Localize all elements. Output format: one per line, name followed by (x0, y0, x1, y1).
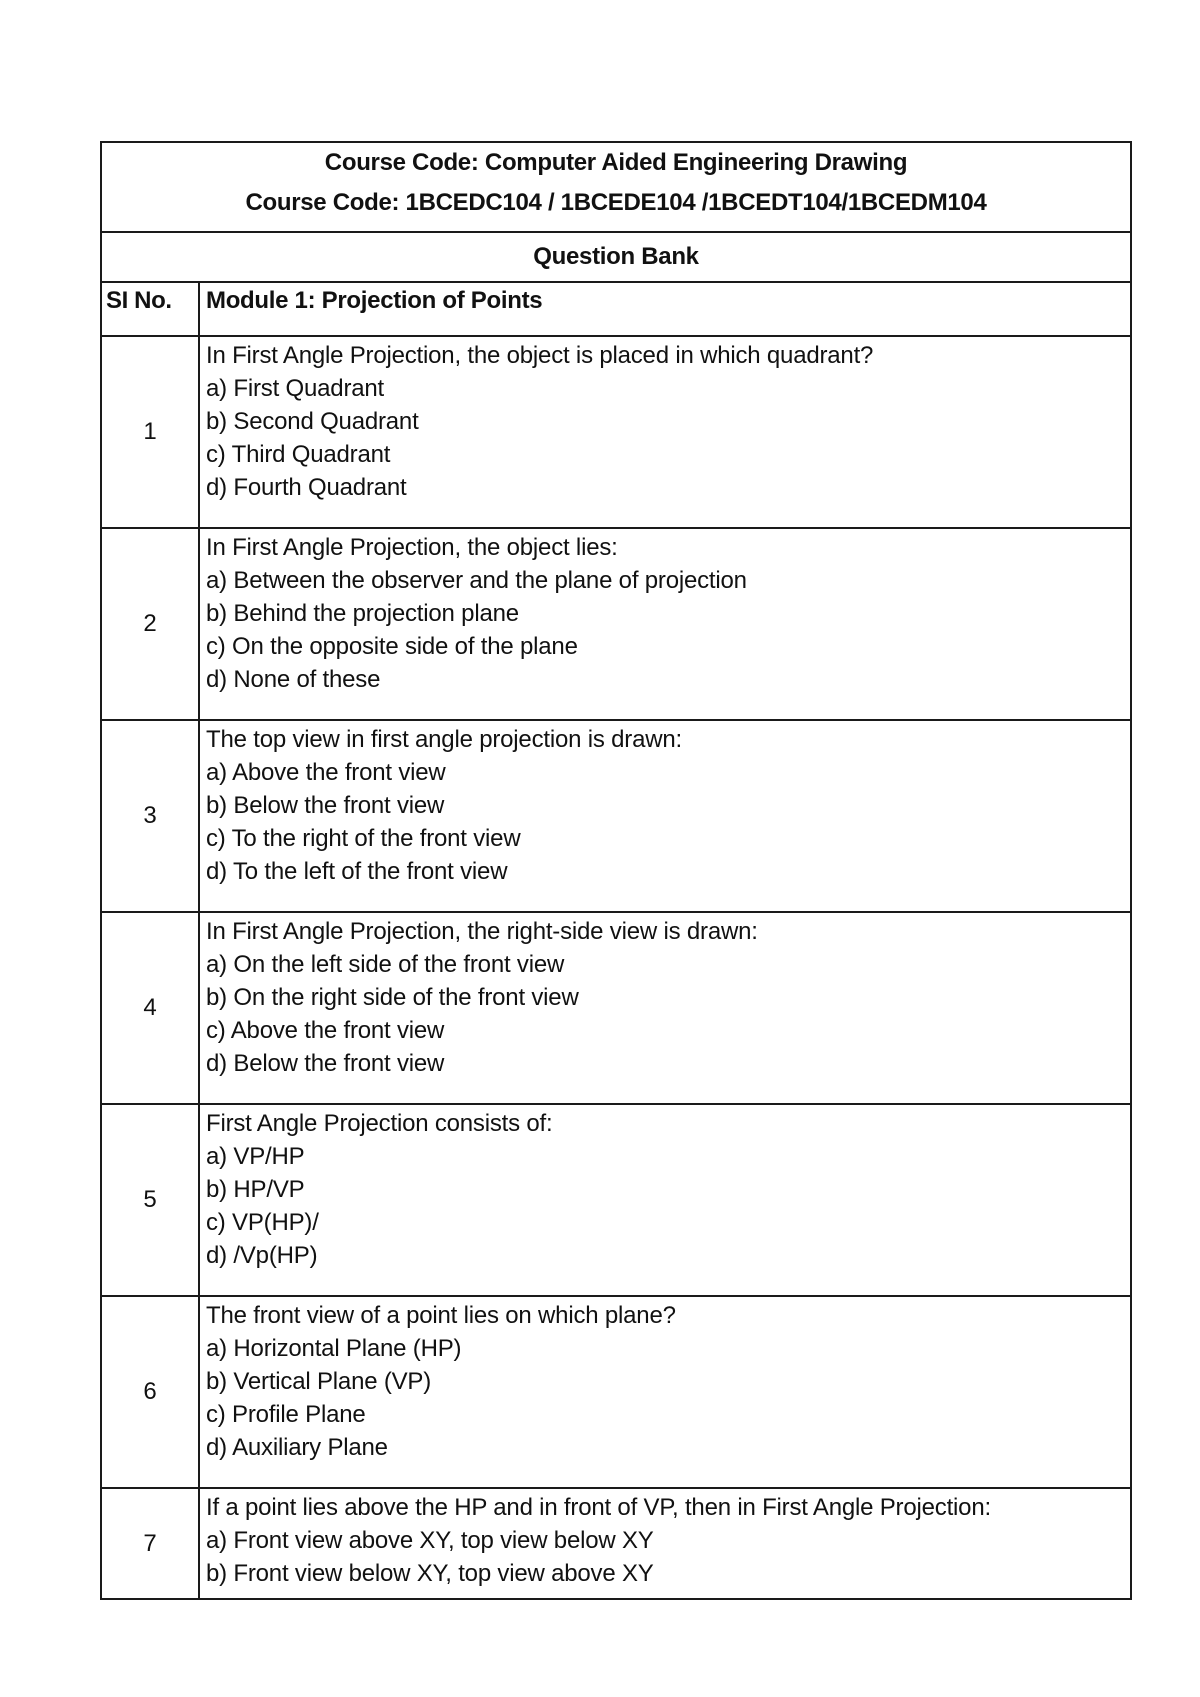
option-a: a) Above the front view (206, 759, 446, 786)
question-text: In First Angle Projection, the object is placed in which quadrant? (206, 342, 874, 369)
question-number: 5 (101, 1104, 199, 1296)
option-c: c) VP(HP)/ (206, 1209, 319, 1236)
course-header-row (101, 142, 1131, 232)
option-c: c) To the right of the front view (206, 825, 521, 852)
question-row-2 (101, 528, 1131, 720)
option-d: d) Below the front view (206, 1050, 445, 1077)
question-body (199, 336, 1131, 528)
question-text: The front view of a point lies on which plane? (206, 1302, 676, 1329)
question-row-4 (101, 912, 1131, 1104)
question-text: In First Angle Projection, the object lies: (206, 534, 618, 561)
question-text: If a point lies above the HP and in front of VP, then in First Angle Projection: (206, 1494, 991, 1521)
question-row-3 (101, 720, 1131, 912)
option-d: d) /Vp(HP) (206, 1242, 318, 1269)
option-a: a) Front view above XY, top view below XY (206, 1527, 654, 1554)
bank-title-row (101, 232, 1131, 282)
question-row-5 (101, 1104, 1131, 1296)
option-c: c) On the opposite side of the plane (206, 633, 578, 660)
sl-no-header: SI No. (101, 282, 199, 336)
option-c: c) Above the front view (206, 1017, 445, 1044)
question-body (199, 1296, 1131, 1488)
question-row-7 (101, 1488, 1131, 1599)
option-a: a) Between the observer and the plane of projection (206, 567, 747, 594)
question-row-6 (101, 1296, 1131, 1488)
option-b: b) On the right side of the front view (206, 984, 579, 1011)
option-a: a) First Quadrant (206, 375, 384, 402)
option-d: d) Fourth Quadrant (206, 474, 407, 501)
option-b: b) HP/VP (206, 1176, 305, 1203)
question-number: 3 (101, 720, 199, 912)
option-d: d) To the left of the front view (206, 858, 508, 885)
question-body (199, 720, 1131, 912)
course-title: Course Code: Computer Aided Engineering Drawing (324, 149, 908, 176)
question-body (199, 528, 1131, 720)
course-codes: Course Code: 1BCEDC104 / 1BCEDE104 /1BCEDT104/1BCEDM104 (245, 189, 987, 216)
question-number: 7 (101, 1488, 199, 1599)
question-number: 2 (101, 528, 199, 720)
bank-title: Question Bank (101, 232, 1131, 282)
option-b: b) Front view below XY, top view above XY (206, 1560, 654, 1587)
option-c: c) Third Quadrant (206, 441, 391, 468)
option-d: d) None of these (206, 666, 381, 693)
option-d: d) Auxiliary Plane (206, 1434, 388, 1461)
module-header-row (101, 282, 1131, 336)
question-text: First Angle Projection consists of: (206, 1110, 553, 1137)
question-body (199, 912, 1131, 1104)
question-row-1 (101, 336, 1131, 528)
question-text: The top view in first angle projection is drawn: (206, 726, 682, 753)
question-text: In First Angle Projection, the right-side view is drawn: (206, 918, 758, 945)
option-a: a) On the left side of the front view (206, 951, 565, 978)
option-b: b) Below the front view (206, 792, 445, 819)
question-number: 4 (101, 912, 199, 1104)
question-number: 6 (101, 1296, 199, 1488)
option-c: c) Profile Plane (206, 1401, 366, 1428)
question-number: 1 (101, 336, 199, 528)
course-header-cell (101, 142, 1131, 232)
question-bank-sheet (100, 141, 1132, 1600)
option-a: a) Horizontal Plane (HP) (206, 1335, 462, 1362)
question-bank-table (100, 141, 1132, 1600)
option-b: b) Second Quadrant (206, 408, 419, 435)
option-a: a) VP/HP (206, 1143, 305, 1170)
question-body (199, 1488, 1131, 1599)
question-body (199, 1104, 1131, 1296)
option-b: b) Behind the projection plane (206, 600, 519, 627)
module-title: Module 1: Projection of Points (199, 282, 1131, 336)
option-b: b) Vertical Plane (VP) (206, 1368, 432, 1395)
